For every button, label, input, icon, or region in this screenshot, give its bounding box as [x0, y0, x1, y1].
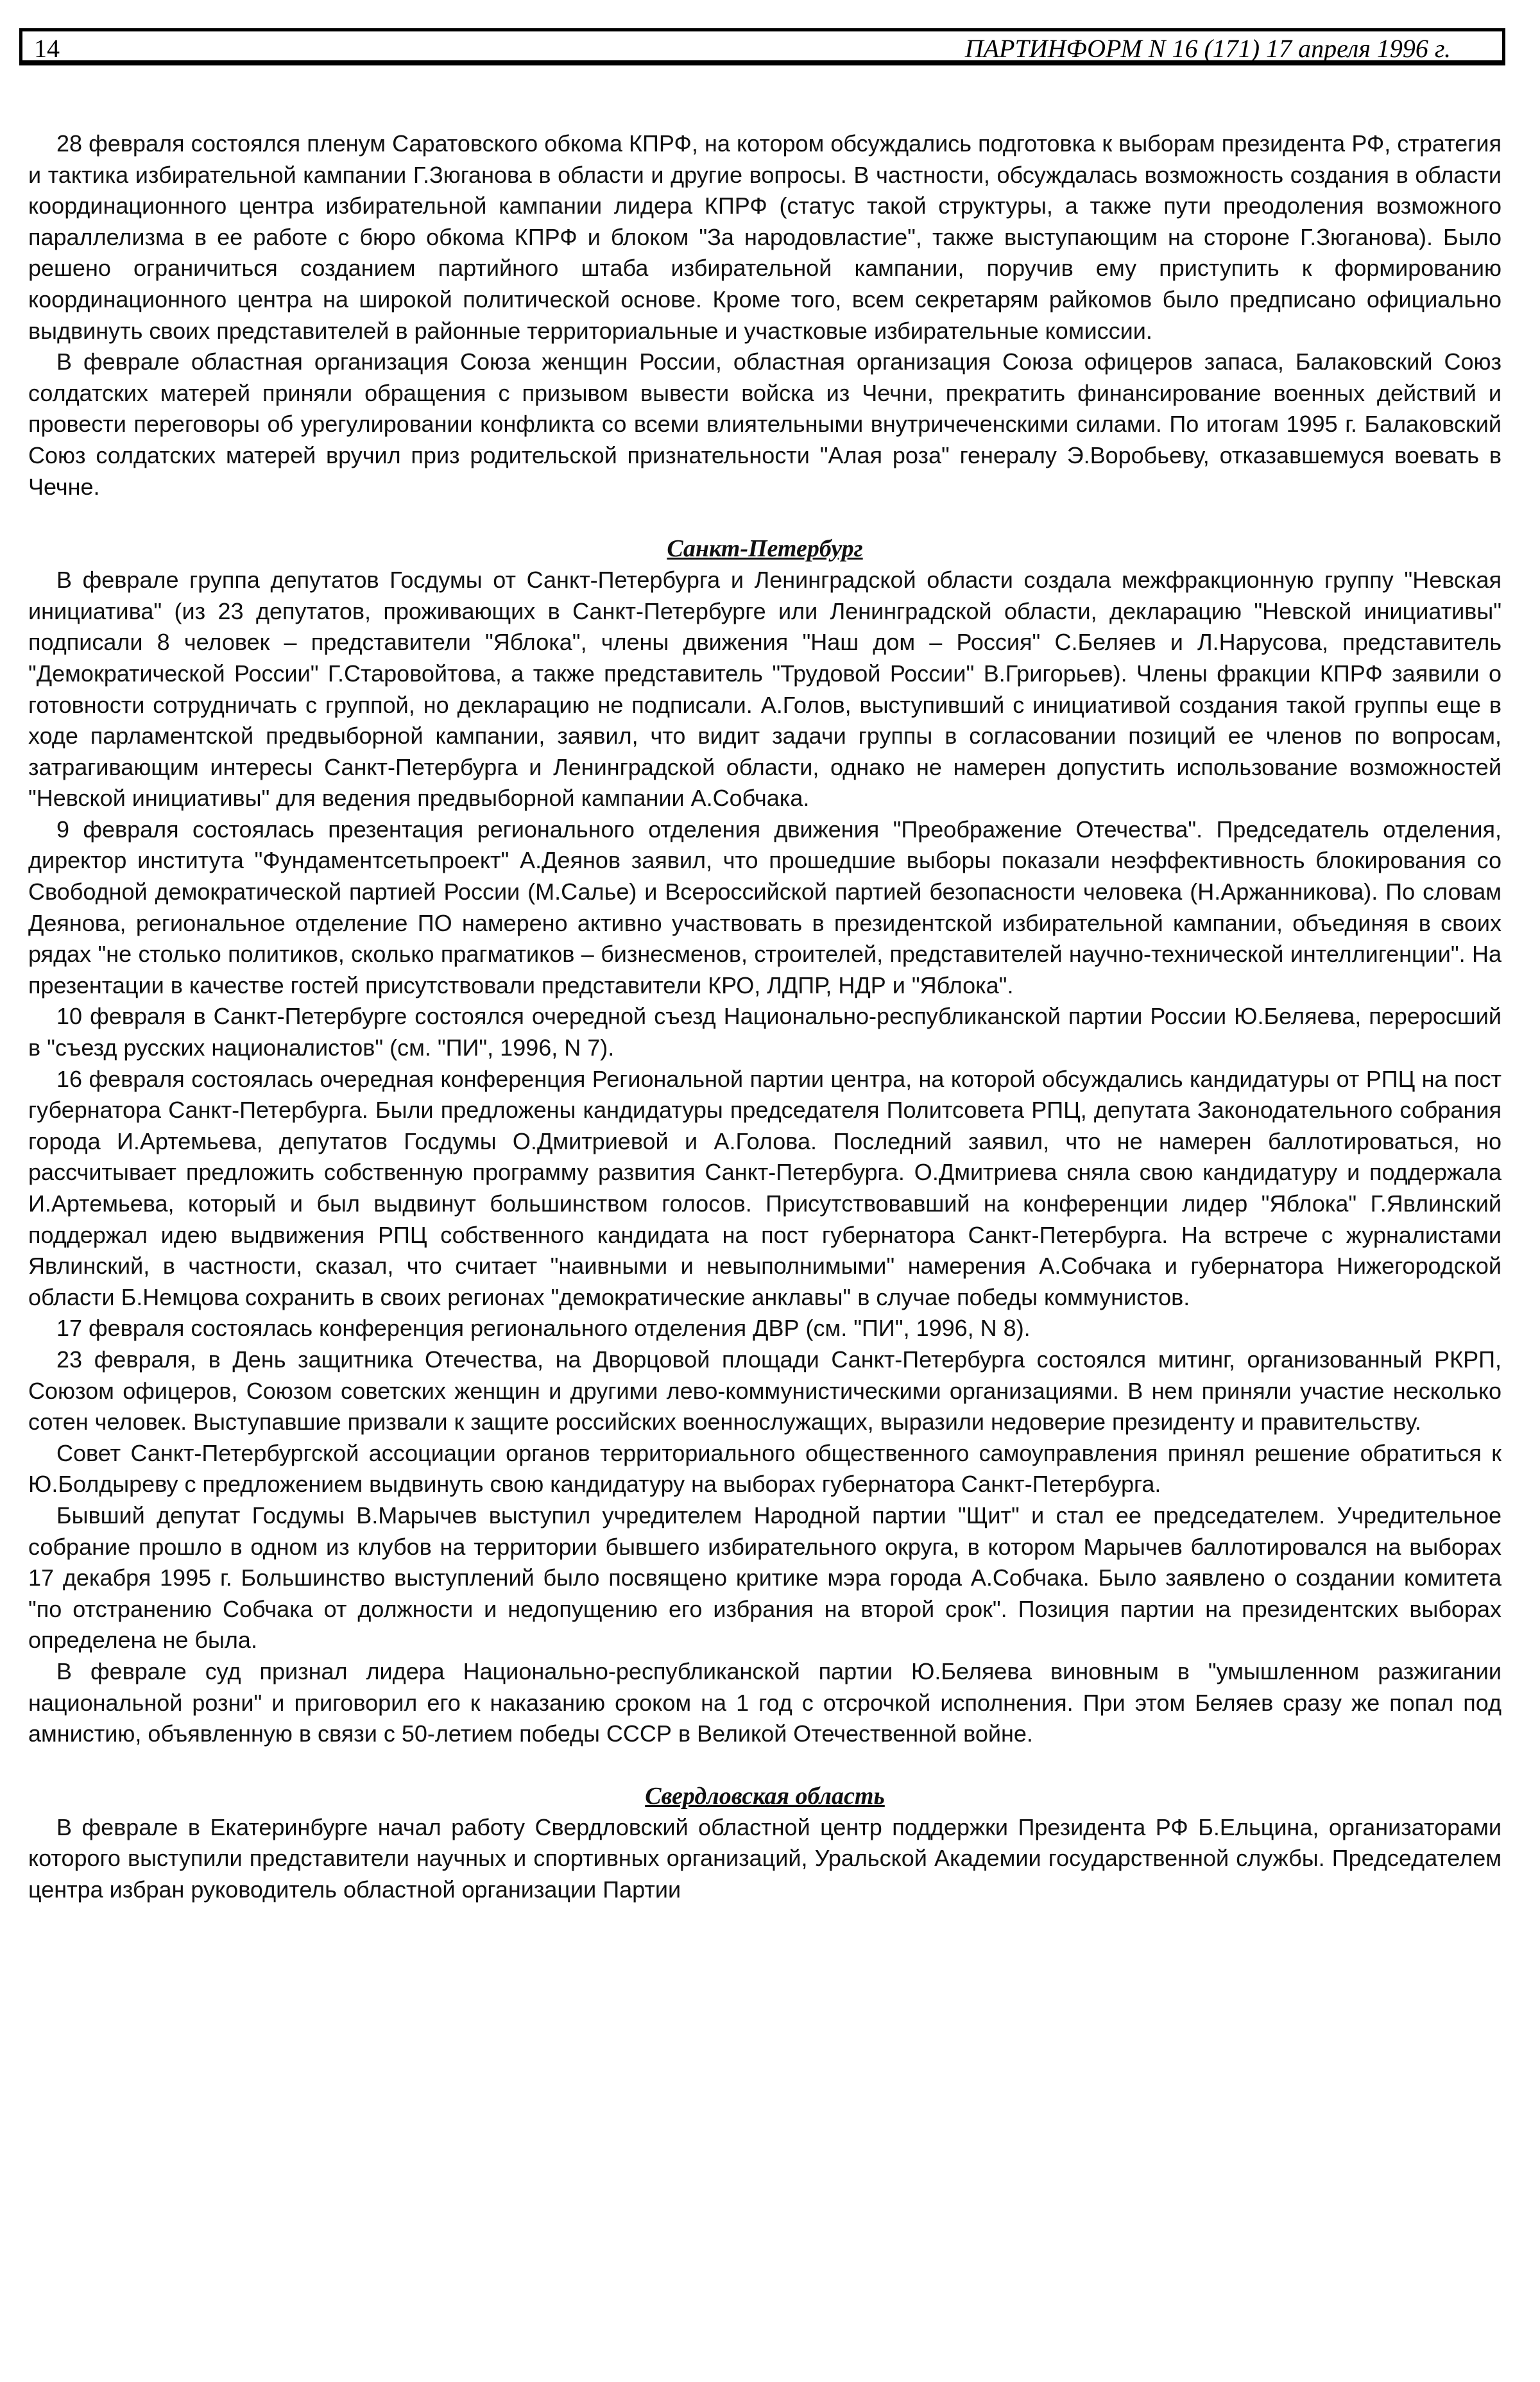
paragraph: 10 февраля в Санкт-Петербурге состоялся очередной съезд Национально-республиканской партии России Ю.Беляева, переросший в "съезд русских националистов" (см. "ПИ", 1996, N 7). — [28, 1003, 1502, 1061]
paragraph: 23 февраля, в День защитника Отечества, на Дворцовой площади Санкт-Петербурга состоялся митинг, организованный РКРП, Союзом офицеров, Союзом советских женщин и другими лево-коммунистическими организациями. В нем приняли участие несколько сотен человек. Выступавшие призвали к защите российских военнослужащих, выразили недоверие президенту и правительству. — [28, 1346, 1502, 1435]
paragraph: 28 февраля состоялся пленум Саратовского обкома КПРФ, на котором обсуждались подготовка к выборам президента РФ, стратегия и тактика избирательной кампании Г.Зюганова в области и другие вопросы. В частности, обсуждалась возможность создания в области координационного центра избирательной кампании лидера КПРФ (статус такой структуры, а также пути преодоления возможного параллелизма в ее работе с бюро обкома КПРФ и блоком "За народовластие", также выступающим на стороне Г.Зюганова). Было решено ограничиться созданием партийного штаба избирательной кампании, поручив ему приступить к формированию координационного центра на широкой политической основе. Кроме того, всем секретарям райкомов было предписано официально выдвинуть своих представителей в районные территориальные и участковые избирательные комиссии. — [28, 130, 1502, 344]
article-body — [28, 128, 1502, 1905]
paragraph: В феврале группа депутатов Госдумы от Санкт-Петербурга и Ленинградской области создала межфракционную группу "Невская инициатива" (из 23 депутатов, проживающих в Санкт-Петербурге или Ленинградской области, декларацию "Невской инициативы" подписали 8 человек – представители "Яблока", члены движения "Наш дом – Россия" С.Беляев и Л.Нарусова, представитель "Демократической России" Г.Старовойтова, а также представитель "Трудовой России" В.Григорьев). Члены фракции КПРФ заявили о готовности сотрудничать с группой, но декларацию не подписали. А.Голов, выступивший с инициативой создания такой группы еще в ходе парламентской предвыборной кампании, заявил, что видит задачи группы в согласовании позиций ее членов по вопросам, затрагивающим интересы Санкт-Петербурга и Ленинградской области, однако не намерен допустить использование возможностей "Невской инициативы" для ведения предвыборной кампании А.Собчака. — [28, 567, 1502, 812]
page-header — [19, 28, 1505, 65]
section-heading-sverdlovsk: Свердловская область — [645, 1782, 885, 1810]
paragraph: Совет Санкт-Петербургской ассоциации органов территориального общественного самоуправления принял решение обратиться к Ю.Болдыреву с предложением выдвинуть свою кандидатуру на выборах губернатора Санкт-Петербурга. — [28, 1439, 1502, 1498]
issue-info: ПАРТИНФОРМ N 16 (171) 17 апреля 1996 г. — [964, 34, 1451, 63]
section-heading-spb: Санкт-Петербург — [667, 535, 863, 563]
paragraph: В феврале в Екатеринбурге начал работу Свердловский областной центр поддержки Президента РФ Б.Ельцина, организаторами которого выступили представители научных и спортивных организаций, Уральской Академии государственной службы. Председателем центра избран руководитель областной организации Партии — [28, 1813, 1502, 1903]
paragraph: 9 февраля состоялась презентация регионального отделения движения "Преображение Отечества". Председатель отделения, директор института "Фундаментсетьпроект" А.Деянов заявил, что прошедшие выборы показали неэффективность блокирования со Свободной демократической партией России (М.Салье) и Всероссийской партией безопасности человека (Н.Аржанникова). По словам Деянова, региональное отделение ПО намерено активно участвовать в президентской избирательной кампании, объединяя в своих рядах "не столько политиков, сколько прагматиков – бизнесменов, строителей, представителей научно-технической интеллигенции". На презентации в качестве гостей присутствовали представители КРО, ЛДПР, НДР и "Яблока". — [28, 816, 1502, 998]
paragraph: Бывший депутат Госдумы В.Марычев выступил учредителем Народной партии "Щит" и стал ее председателем. Учредительное собрание прошло в одном из клубов на территории бывшего избирательного округа, в котором Марычев баллотировался на выборах 17 декабря 1995 г. Большинство выступлений было посвящено критике мэра города А.Собчака. Было заявлено о создании комитета "по отстранению Собчака от должности и недопущению его избрания на второй срок". Позиция партии на президентских выборах определена не была. — [28, 1502, 1502, 1654]
paragraph: 17 февраля состоялась конференция регионального отделения ДВР (см. "ПИ", 1996, N 8). — [56, 1315, 1031, 1342]
paragraph: В феврале суд признал лидера Национально-республиканской партии Ю.Беляева виновным в "умышленном разжигании национальной розни" и приговорил его к наказанию сроком на 1 год с отсрочкой исполнения. При этом Беляев сразу же попал под амнистию, объявленную в связи с 50-летием победы СССР в Великой Отечественной войне. — [28, 1658, 1502, 1747]
paragraph: 16 февраля состоялась очередная конференция Региональной партии центра, на которой обсуждались кандидатуры от РПЦ на пост губернатора Санкт-Петербурга. Были предложены кандидатуры председателя Политсовета РПЦ, депутата Законодательного собрания города И.Артемьева, депутатов Госдумы О.Дмитриевой и А.Голова. Последний заявил, что не намерен баллотироваться, но рассчитывает предложить собственную программу развития Санкт-Петербурга. О.Дмитриева сняла свою кандидатуру и поддержала И.Артемьева, который и был выдвинут большинством голосов. Присутствовавший на конференции лидер "Яблока" Г.Явлинский поддержал идею выдвижения РПЦ собственного кандидата на пост губернатора Санкт-Петербурга. На встрече с журналистами Явлинский, в частности, сказал, что считает "наивными и невыполнимыми" намерения А.Собчака и губернатора Нижегородской области Б.Немцова сохранить в своих регионах "демократические анклавы" в случае победы коммунистов. — [28, 1065, 1502, 1310]
page-number: 14 — [34, 34, 60, 63]
paragraph: В феврале областная организация Союза женщин России, областная организация Союза офицеров запаса, Балаковский Союз солдатских матерей приняли обращения с призывом вывести войска из Чечни, прекратить финансирование военных действий и провести переговоры об урегулировании конфликта со всеми влиятельными внутричеченскими силами. По итогам 1995 г. Балаковский Союз солдатских матерей вручил приз родительской признательности "Алая роза" генералу Э.Воробьеву, отказавшемуся воевать в Чечне. — [28, 348, 1502, 500]
